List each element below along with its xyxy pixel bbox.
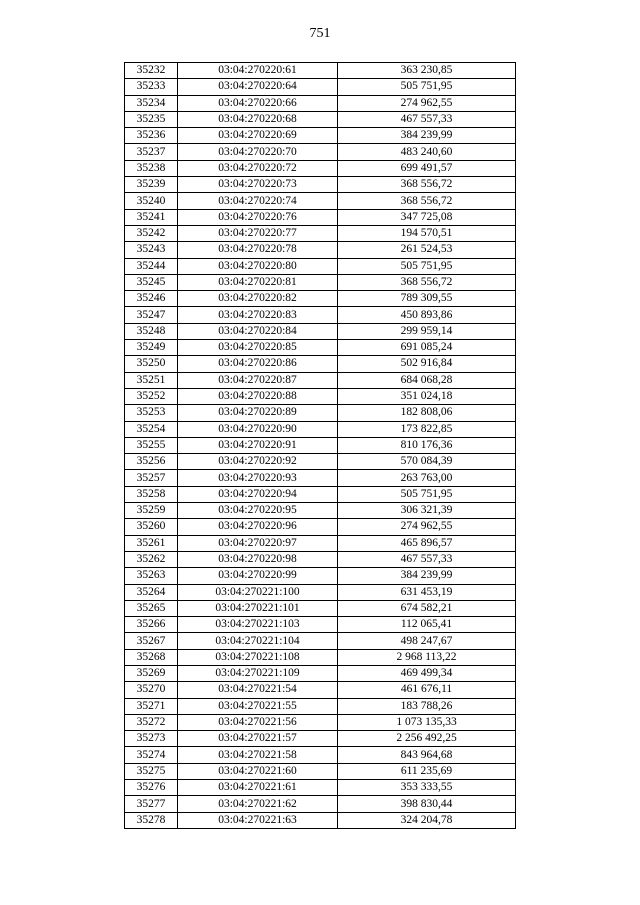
row-number-cell: 35241 xyxy=(125,209,178,225)
cadastral-number-cell: 03:04:270220:90 xyxy=(178,421,338,437)
value-cell: 843 964,68 xyxy=(338,747,516,763)
value-cell: 384 239,99 xyxy=(338,128,516,144)
table-row xyxy=(125,405,516,421)
table-row xyxy=(125,796,516,812)
cadastral-number-cell: 03:04:270220:69 xyxy=(178,128,338,144)
value-cell: 306 321,39 xyxy=(338,503,516,519)
cadastral-number-cell: 03:04:270220:72 xyxy=(178,160,338,176)
value-cell: 810 176,36 xyxy=(338,437,516,453)
value-cell: 351 024,18 xyxy=(338,388,516,404)
table-row xyxy=(125,356,516,372)
value-cell: 498 247,67 xyxy=(338,633,516,649)
value-cell: 1 073 135,33 xyxy=(338,714,516,730)
row-number-cell: 35262 xyxy=(125,551,178,567)
row-number-cell: 35265 xyxy=(125,600,178,616)
row-number-cell: 35271 xyxy=(125,698,178,714)
table-row xyxy=(125,388,516,404)
cadastral-number-cell: 03:04:270221:55 xyxy=(178,698,338,714)
value-cell: 299 959,14 xyxy=(338,323,516,339)
row-number-cell: 35244 xyxy=(125,258,178,274)
row-number-cell: 35256 xyxy=(125,454,178,470)
cadastral-number-cell: 03:04:270220:64 xyxy=(178,79,338,95)
row-number-cell: 35263 xyxy=(125,568,178,584)
row-number-cell: 35247 xyxy=(125,307,178,323)
cadastral-number-cell: 03:04:270221:108 xyxy=(178,649,338,665)
table-row xyxy=(125,551,516,567)
table-row xyxy=(125,209,516,225)
row-number-cell: 35264 xyxy=(125,584,178,600)
row-number-cell: 35236 xyxy=(125,128,178,144)
cadastral-number-cell: 03:04:270220:80 xyxy=(178,258,338,274)
value-cell: 674 582,21 xyxy=(338,600,516,616)
cadastral-number-cell: 03:04:270220:74 xyxy=(178,193,338,209)
row-number-cell: 35278 xyxy=(125,812,178,828)
table-row xyxy=(125,95,516,111)
table-row xyxy=(125,372,516,388)
value-cell: 368 556,72 xyxy=(338,193,516,209)
row-number-cell: 35239 xyxy=(125,177,178,193)
cadastral-number-cell: 03:04:270220:77 xyxy=(178,225,338,241)
value-cell: 467 557,33 xyxy=(338,111,516,127)
cadastral-number-cell: 03:04:270220:97 xyxy=(178,535,338,551)
row-number-cell: 35250 xyxy=(125,356,178,372)
table-row xyxy=(125,665,516,681)
row-number-cell: 35275 xyxy=(125,763,178,779)
cadastral-number-cell: 03:04:270221:109 xyxy=(178,665,338,681)
row-number-cell: 35273 xyxy=(125,731,178,747)
row-number-cell: 35253 xyxy=(125,405,178,421)
cadastral-number-cell: 03:04:270221:56 xyxy=(178,714,338,730)
cadastral-number-cell: 03:04:270220:99 xyxy=(178,568,338,584)
row-number-cell: 35261 xyxy=(125,535,178,551)
row-number-cell: 35235 xyxy=(125,111,178,127)
table-row xyxy=(125,731,516,747)
cadastral-number-cell: 03:04:270220:87 xyxy=(178,372,338,388)
table-row xyxy=(125,144,516,160)
row-number-cell: 35246 xyxy=(125,291,178,307)
table-row xyxy=(125,519,516,535)
row-number-cell: 35232 xyxy=(125,63,178,79)
cadastral-number-cell: 03:04:270221:58 xyxy=(178,747,338,763)
table-row xyxy=(125,633,516,649)
value-cell: 384 239,99 xyxy=(338,568,516,584)
table-row xyxy=(125,649,516,665)
cadastral-number-cell: 03:04:270220:93 xyxy=(178,470,338,486)
value-cell: 467 557,33 xyxy=(338,551,516,567)
table-row xyxy=(125,225,516,241)
table-row xyxy=(125,323,516,339)
cadastral-number-cell: 03:04:270220:98 xyxy=(178,551,338,567)
row-number-cell: 35234 xyxy=(125,95,178,111)
cadastral-number-cell: 03:04:270220:83 xyxy=(178,307,338,323)
table-row xyxy=(125,698,516,714)
row-number-cell: 35274 xyxy=(125,747,178,763)
cadastral-number-cell: 03:04:270221:61 xyxy=(178,780,338,796)
row-number-cell: 35269 xyxy=(125,665,178,681)
cadastral-number-cell: 03:04:270220:76 xyxy=(178,209,338,225)
table-row xyxy=(125,242,516,258)
value-cell: 324 204,78 xyxy=(338,812,516,828)
cadastral-number-cell: 03:04:270221:57 xyxy=(178,731,338,747)
cadastral-number-cell: 03:04:270220:78 xyxy=(178,242,338,258)
row-number-cell: 35249 xyxy=(125,340,178,356)
row-number-cell: 35258 xyxy=(125,486,178,502)
cadastral-number-cell: 03:04:270220:61 xyxy=(178,63,338,79)
row-number-cell: 35254 xyxy=(125,421,178,437)
cadastral-number-cell: 03:04:270221:60 xyxy=(178,763,338,779)
table-row xyxy=(125,812,516,828)
value-cell: 368 556,72 xyxy=(338,274,516,290)
row-number-cell: 35248 xyxy=(125,323,178,339)
value-cell: 684 068,28 xyxy=(338,372,516,388)
row-number-cell: 35260 xyxy=(125,519,178,535)
table-row xyxy=(125,291,516,307)
row-number-cell: 35276 xyxy=(125,780,178,796)
cadastral-number-cell: 03:04:270221:103 xyxy=(178,617,338,633)
table-row xyxy=(125,160,516,176)
data-table xyxy=(124,62,516,829)
table-row xyxy=(125,780,516,796)
cadastral-number-cell: 03:04:270221:100 xyxy=(178,584,338,600)
table-row xyxy=(125,763,516,779)
table-row xyxy=(125,682,516,698)
table-row xyxy=(125,307,516,323)
value-cell: 363 230,85 xyxy=(338,63,516,79)
cadastral-number-cell: 03:04:270220:68 xyxy=(178,111,338,127)
table-row xyxy=(125,177,516,193)
value-cell: 194 570,51 xyxy=(338,225,516,241)
row-number-cell: 35242 xyxy=(125,225,178,241)
table-row xyxy=(125,454,516,470)
cadastral-number-cell: 03:04:270220:82 xyxy=(178,291,338,307)
table-row xyxy=(125,568,516,584)
cadastral-number-cell: 03:04:270220:95 xyxy=(178,503,338,519)
table-row xyxy=(125,747,516,763)
cadastral-number-cell: 03:04:270220:94 xyxy=(178,486,338,502)
table-row xyxy=(125,600,516,616)
value-cell: 347 725,08 xyxy=(338,209,516,225)
table-row xyxy=(125,617,516,633)
row-number-cell: 35243 xyxy=(125,242,178,258)
table-row xyxy=(125,340,516,356)
row-number-cell: 35238 xyxy=(125,160,178,176)
cadastral-number-cell: 03:04:270221:104 xyxy=(178,633,338,649)
value-cell: 691 085,24 xyxy=(338,340,516,356)
row-number-cell: 35233 xyxy=(125,79,178,95)
value-cell: 483 240,60 xyxy=(338,144,516,160)
row-number-cell: 35267 xyxy=(125,633,178,649)
row-number-cell: 35259 xyxy=(125,503,178,519)
table-row xyxy=(125,714,516,730)
value-cell: 505 751,95 xyxy=(338,79,516,95)
row-number-cell: 35251 xyxy=(125,372,178,388)
value-cell: 505 751,95 xyxy=(338,258,516,274)
table-row xyxy=(125,79,516,95)
row-number-cell: 35255 xyxy=(125,437,178,453)
cadastral-number-cell: 03:04:270220:81 xyxy=(178,274,338,290)
cadastral-number-cell: 03:04:270221:62 xyxy=(178,796,338,812)
cadastral-number-cell: 03:04:270221:63 xyxy=(178,812,338,828)
cadastral-number-cell: 03:04:270221:54 xyxy=(178,682,338,698)
cadastral-number-cell: 03:04:270220:86 xyxy=(178,356,338,372)
cadastral-number-cell: 03:04:270220:88 xyxy=(178,388,338,404)
value-cell: 450 893,86 xyxy=(338,307,516,323)
value-cell: 274 962,55 xyxy=(338,519,516,535)
value-cell: 461 676,11 xyxy=(338,682,516,698)
value-cell: 368 556,72 xyxy=(338,177,516,193)
value-cell: 789 309,55 xyxy=(338,291,516,307)
row-number-cell: 35270 xyxy=(125,682,178,698)
value-cell: 274 962,55 xyxy=(338,95,516,111)
cadastral-number-cell: 03:04:270220:96 xyxy=(178,519,338,535)
value-cell: 469 499,34 xyxy=(338,665,516,681)
value-cell: 353 333,55 xyxy=(338,780,516,796)
value-cell: 570 084,39 xyxy=(338,454,516,470)
value-cell: 505 751,95 xyxy=(338,486,516,502)
value-cell: 465 896,57 xyxy=(338,535,516,551)
table-row xyxy=(125,63,516,79)
cadastral-number-cell: 03:04:270220:89 xyxy=(178,405,338,421)
value-cell: 263 763,00 xyxy=(338,470,516,486)
table-row xyxy=(125,258,516,274)
table-row xyxy=(125,486,516,502)
cadastral-number-cell: 03:04:270220:92 xyxy=(178,454,338,470)
cadastral-number-cell: 03:04:270221:101 xyxy=(178,600,338,616)
cadastral-number-cell: 03:04:270220:73 xyxy=(178,177,338,193)
value-cell: 173 822,85 xyxy=(338,421,516,437)
value-cell: 182 808,06 xyxy=(338,405,516,421)
value-cell: 112 065,41 xyxy=(338,617,516,633)
value-cell: 2 968 113,22 xyxy=(338,649,516,665)
row-number-cell: 35257 xyxy=(125,470,178,486)
cadastral-number-cell: 03:04:270220:85 xyxy=(178,340,338,356)
table-row xyxy=(125,503,516,519)
value-cell: 398 830,44 xyxy=(338,796,516,812)
cadastral-number-cell: 03:04:270220:70 xyxy=(178,144,338,160)
row-number-cell: 35268 xyxy=(125,649,178,665)
table-row xyxy=(125,421,516,437)
table-row xyxy=(125,535,516,551)
table-row xyxy=(125,470,516,486)
row-number-cell: 35277 xyxy=(125,796,178,812)
table-row xyxy=(125,111,516,127)
page-number: 751 xyxy=(309,26,331,41)
value-cell: 261 524,53 xyxy=(338,242,516,258)
table-row xyxy=(125,437,516,453)
row-number-cell: 35245 xyxy=(125,274,178,290)
table-row xyxy=(125,274,516,290)
row-number-cell: 35272 xyxy=(125,714,178,730)
table-row xyxy=(125,128,516,144)
row-number-cell: 35240 xyxy=(125,193,178,209)
row-number-cell: 35252 xyxy=(125,388,178,404)
value-cell: 699 491,57 xyxy=(338,160,516,176)
value-cell: 631 453,19 xyxy=(338,584,516,600)
cadastral-number-cell: 03:04:270220:66 xyxy=(178,95,338,111)
value-cell: 611 235,69 xyxy=(338,763,516,779)
value-cell: 2 256 492,25 xyxy=(338,731,516,747)
table-row xyxy=(125,584,516,600)
cadastral-number-cell: 03:04:270220:91 xyxy=(178,437,338,453)
row-number-cell: 35237 xyxy=(125,144,178,160)
row-number-cell: 35266 xyxy=(125,617,178,633)
value-cell: 183 788,26 xyxy=(338,698,516,714)
table-row xyxy=(125,193,516,209)
cadastral-number-cell: 03:04:270220:84 xyxy=(178,323,338,339)
value-cell: 502 916,84 xyxy=(338,356,516,372)
